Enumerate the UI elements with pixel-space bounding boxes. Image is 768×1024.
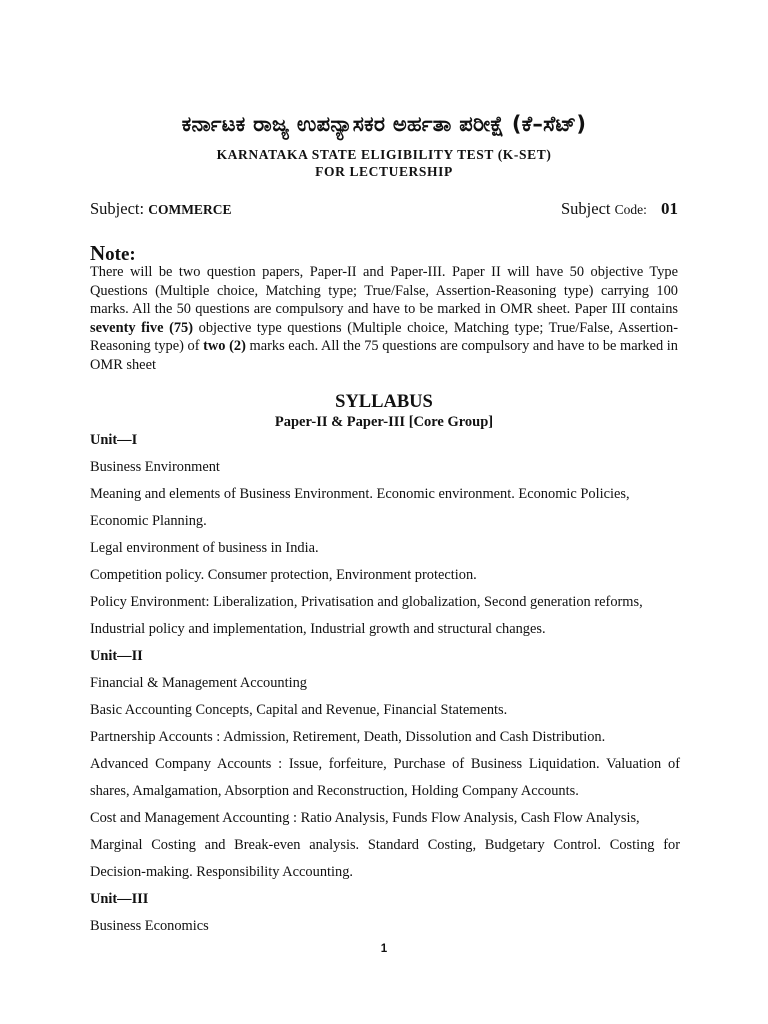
subject-code-label: Subject — [561, 199, 611, 218]
syllabus-line: Competition policy. Consumer protection, Environment protection. — [90, 567, 477, 583]
subject-row — [90, 199, 678, 221]
subject-code-word: Code: — [614, 202, 647, 217]
subject-code-value: 01 — [661, 199, 678, 218]
syllabus-line: Marginal Costing and Break-even analysis. Standard Costing, Budgetary Control. Costing for — [90, 837, 680, 853]
syllabus-line: Cost and Management Accounting : Ratio Analysis, Funds Flow Analysis, Cash Flow Analysis, — [90, 810, 640, 826]
unit-heading: Unit—III — [90, 891, 149, 907]
syllabus-line: shares, Amalgamation, Absorption and Reconstruction, Holding Company Accounts. — [90, 783, 579, 799]
subject-label: Subject: — [90, 199, 145, 218]
syllabus-line: Basic Accounting Concepts, Capital and Revenue, Financial Statements. — [90, 702, 508, 718]
note-text-2: objective type questions (Multiple choice, Matching type; True/False, Assertion-Reasoning type) of — [90, 319, 678, 354]
english-title-line2: FOR LECTUERSHIP — [315, 164, 453, 179]
subject-code-field — [561, 199, 678, 219]
english-title — [0, 146, 768, 180]
syllabus-line: Legal environment of business in India. — [90, 540, 319, 556]
note-bold-1: seventy five (75) — [90, 319, 194, 336]
syllabus-line: Policy Environment: Liberalization, Privatisation and globalization, Second generation reforms, — [90, 594, 643, 610]
syllabus-line: Partnership Accounts : Admission, Retirement, Death, Dissolution and Cash Distribution. — [90, 729, 606, 745]
section-heading: Business Environment — [90, 459, 220, 475]
note-heading-rest: ote: — [105, 244, 136, 265]
syllabus-line: Meaning and elements of Business Environment. Economic environment. Economic Policies, — [90, 486, 630, 502]
subject-field — [90, 199, 231, 219]
syllabus-line: Economic Planning. — [90, 513, 207, 529]
syllabus-subtitle: Paper-II & Paper-III [Core Group] — [274, 414, 494, 430]
note-paragraph — [90, 263, 678, 374]
syllabus-line: Advanced Company Accounts : Issue, forfeiture, Purchase of Business Liquidation. Valuation of — [90, 756, 680, 772]
kannada-title: ಕರ್ನಾಟಕ ರಾಜ್ಯ ಉಪನ್ಯಾಸಕರ ಅರ್ಹತಾ ಪರೀಕ್ಷೆ (ಕೆ–ಸೆಟ್) — [181, 112, 587, 136]
note-text-3: marks each. All the 75 questions are compulsory and have to be marked in OMR sheet — [90, 338, 678, 373]
english-title-line1: KARNATAKA STATE ELIGIBILITY TEST (K-SET) — [216, 147, 552, 162]
note-heading-initial: N — [90, 241, 106, 265]
section-heading: Financial & Management Accounting — [90, 675, 308, 691]
syllabus-line: Industrial policy and implementation, Industrial growth and structural changes. — [90, 621, 546, 637]
section-heading: Business Economics — [90, 918, 209, 934]
unit-heading: Unit—I — [90, 432, 138, 448]
page-number: 1 — [380, 943, 388, 955]
syllabus-content — [90, 427, 680, 940]
unit-heading: Unit—II — [90, 648, 143, 664]
subject-value: COMMERCE — [148, 202, 232, 217]
note-bold-2: two (2) — [203, 338, 246, 354]
syllabus-title: SYLLABUS — [335, 392, 433, 412]
syllabus-line: Decision-making. Responsibility Accounting. — [90, 864, 354, 880]
note-text-1: There will be two question papers, Paper-II and Paper-III. Paper II will have 50 objective Type Questions (Multiple choice, Matching type; True/False, Assertion-Reasoning type) carrying 100 marks. All the 50 questions are compulsory and have to be marked in OMR sheet. Paper III contains — [90, 264, 678, 317]
